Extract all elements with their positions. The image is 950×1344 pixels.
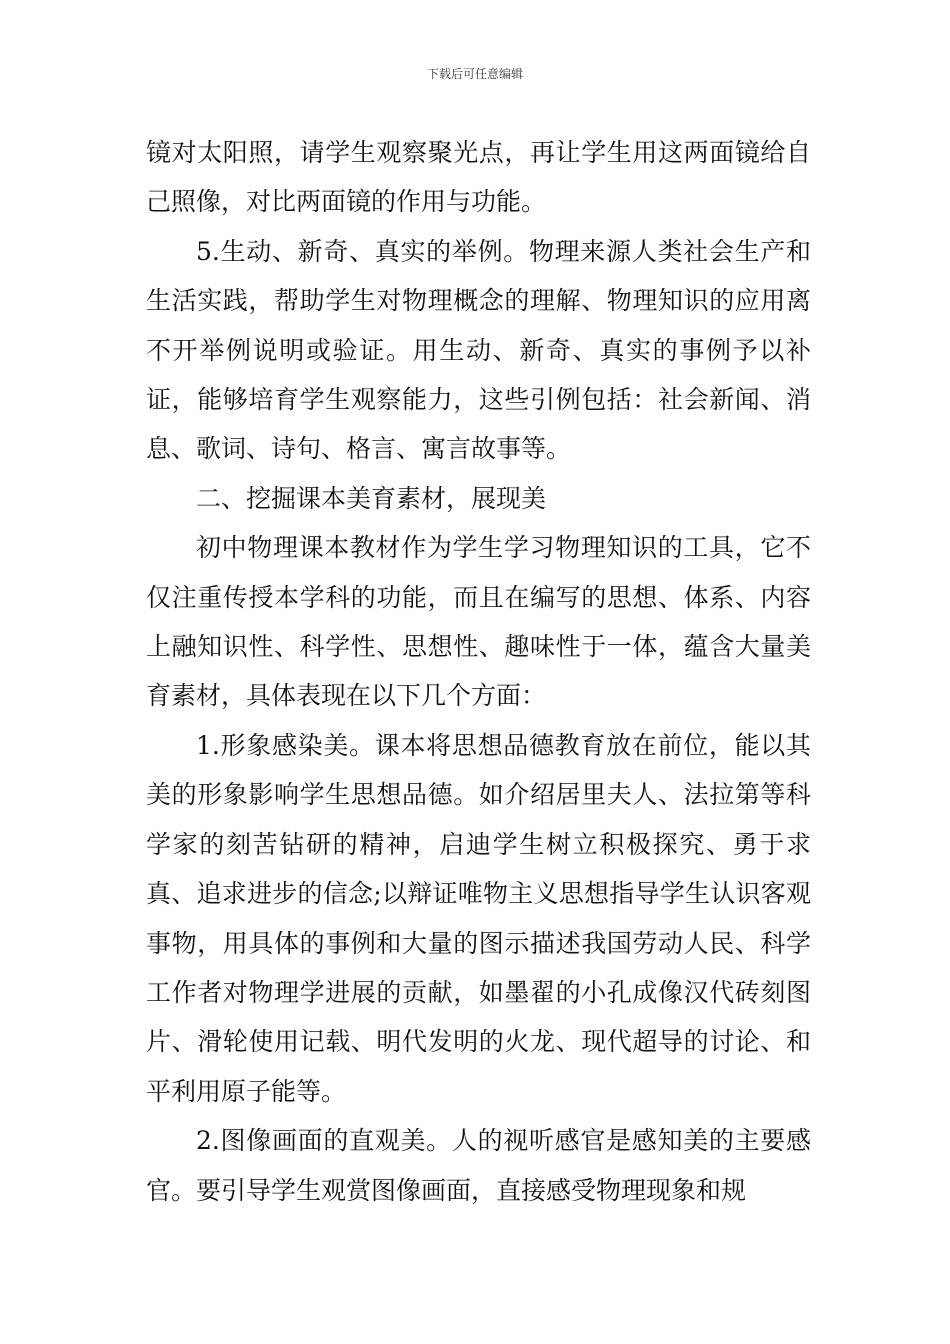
paragraph: 1.形象感染美。课本将思想品德教育放在前位，能以其美的形象影响学生思想品德。如介绍居里夫人、法拉第等科学家的刻苦钻研的精神，启迪学生树立积极探究、勇于求真、追求进步的信念;以辩证唯物主义思想指导学生认识客观事物，用具体的事例和大量的图示描述我国劳动人民、科学工作者对物理学进展的贡献，如墨翟的小孔成像汉代砖刻图片、滑轮使用记载、明代发明的火龙、现代超导的讨论、和平利用原子能等。 [146,730,811,1106]
document-body [146,128,811,1215]
paragraph: 初中物理课本教材作为学生学习物理知识的工具，它不仅注重传授本学科的功能，而且在编写的思想、体系、内容上融知识性、科学性、思想性、趣味性于一体，蕴含大量美育素材，具体表现在以下几个方面： [146,533,811,711]
paragraph: 镜对太阳照，请学生观察聚光点，再让学生用这两面镜给自己照像，对比两面镜的作用与功能。 [146,138,811,217]
page-header: 下载后可任意编辑 [426,67,523,81]
section-heading: 二、挖掘课本美育素材，展现美 [196,483,547,513]
paragraph: 5.生动、新奇、真实的举例。物理来源人类社会生产和生活实践，帮助学生对物理概念的理解、物理知识的应用离不开举例说明或验证。用生动、新奇、真实的事例予以补证，能够培育学生观察能力，这些引例包括：社会新闻、消息、歌词、诗句、格言、寓言故事等。 [146,236,811,464]
paragraph: 2.图像画面的直观美。人的视听感官是感知美的主要感官。要引导学生观赏图像画面，直接感受物理现象和规 [146,1126,811,1205]
